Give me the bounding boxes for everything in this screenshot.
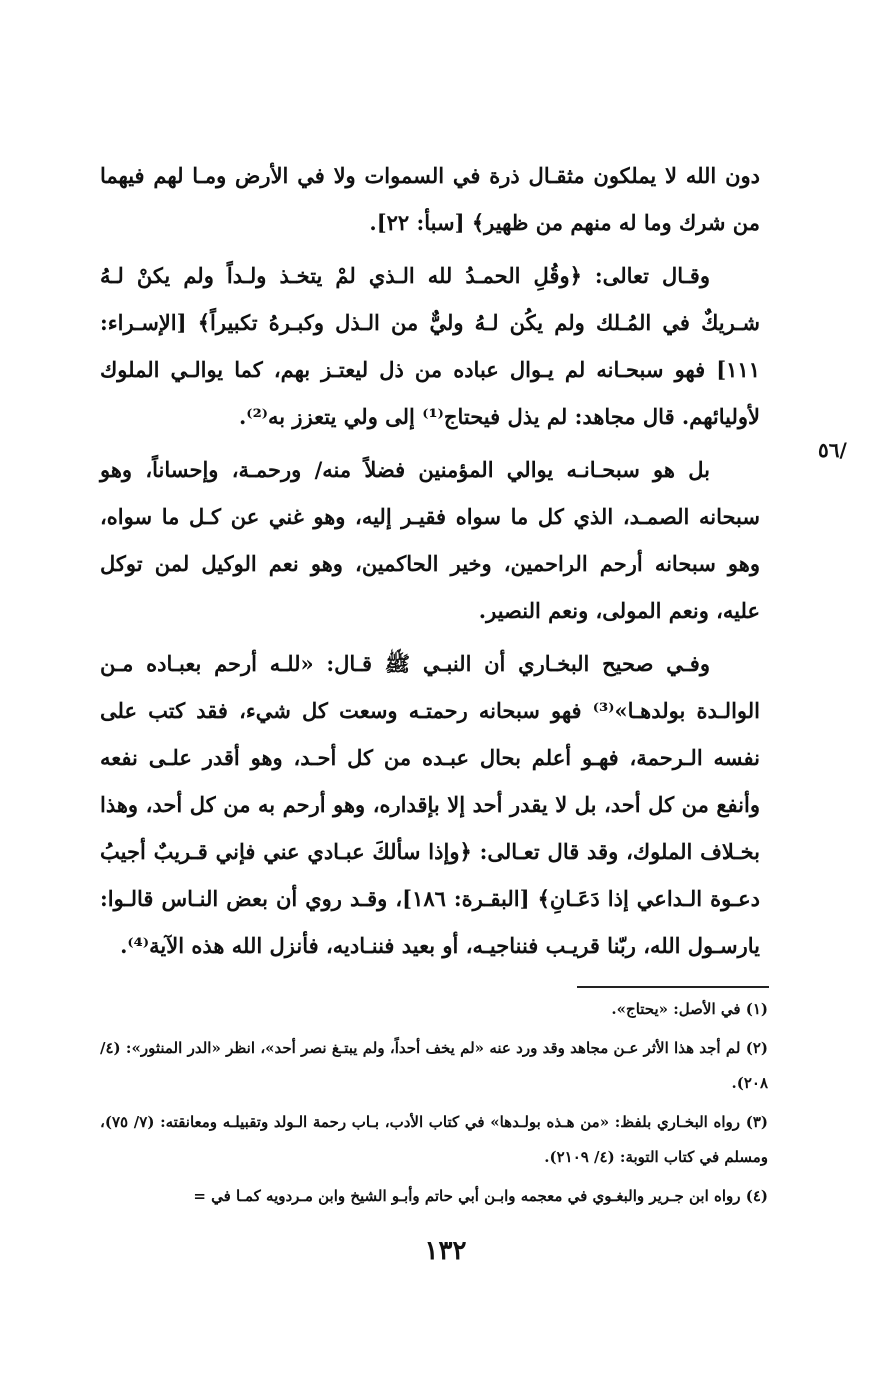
paragraph: وفـي صحيح البخـاري أن النبـي ﷺ قـال: «للـه أرحم بعبـاده مـن الوالـدة بولدهـا»⁽³⁾ فهو سبحانه رحمتـه وسعت كل شيء، فقد كتب على نفسه الـرحمة، فهـو أعلم بحال عبـده من كل أحـد، وهو أقدر علـى نفعه وأنفع من كل أحد، بل لا يقدر أحد إلا بإقداره، وهو أرحم به من كل أحد، وهذا بخـلاف الملوك، وقد قال تعـالى: ﴿وإذا سألكَ عبـادي عني فإني قـريبٌ أجيبُ دعـوة الـداعي إذا دَعَـانِ﴾ [البقـرة: ١٨٦]، وقـد روي أن بعض النـاس قالـوا: يارسـول الله، ربّنا قريـب فنناجيـه، أو بعيد فننـاديه، فأنزل الله هذه الآية⁽⁴⁾. <box>100 651 760 958</box>
margin-page-reference: /٥٦ <box>818 438 847 462</box>
page-number: ١٣٢ <box>424 1236 467 1266</box>
footnotes <box>100 992 768 1218</box>
footnote: (٢) لم أجد هذا الأثر عـن مجاهد وقد ورد عنه «لم يخف أحداً، ولم يبتـغ نصر أحد»، انظر «الدر المنثور»: (٤/ ٢٠٨). <box>100 1039 768 1092</box>
footnote: (١) في الأصل: «يحتاج». <box>611 1000 768 1018</box>
footnote-divider <box>577 986 769 988</box>
paragraph: بل هو سبحـانـه يوالي المؤمنين فضلاً منه/ ورحمـة، وإحساناً، وهو سبحانه الصمـد، الذي كل ما سواه فقيـر إليه، وهو غني عن كـل ما سواه، وهو سبحانه أرحم الراحمين، وخير الحاكمين، وهو نعم الوكيل لمن توكل عليه، ونعم المولى، ونعم النصير. <box>100 457 760 623</box>
footnote: (٤) رواه ابن جـرير والبغـوي في معجمه وابـن أبي حاتم وأبـو الشيخ وابن مـردويه كمـا في = <box>193 1187 768 1205</box>
footnote: (٣) رواه البخـاري بلفظ: «من هـذه بولـدها» في كتاب الأدب، بـاب رحمة الـولد وتقبيلـه ومعانقته: (٧/ ٧٥)، ومسلم في كتاب التوبة: (٤/ ٢١٠٩). <box>100 1113 768 1166</box>
main-text <box>100 152 760 975</box>
paragraph: دون الله لا يملكون مثقـال ذرة في السموات ولا في الأرض ومـا لهم فيهما من شرك وما له منهم من ظهير﴾ [سبأ: ٢٢]. <box>100 163 760 235</box>
paragraph: وقـال تعالى: ﴿وقُلِ الحمـدُ لله الـذي لمْ يتخـذ ولـداً ولم يكنْ لـهُ شـريكٌ في المُـلك ولم يكُن لـهُ وليٌّ من الـذل وكبـرهُ تكبيراً﴾ [الإسـراء: ١١١] فهو سبحـانه لم يـوال عباده من ذل ليعتـز بهم، كما يوالـي الملوك لأوليائهم. قال مجاهد: لم يذل فيحتاج⁽¹⁾ إلى ولي يتعزز به⁽²⁾. <box>100 263 760 429</box>
